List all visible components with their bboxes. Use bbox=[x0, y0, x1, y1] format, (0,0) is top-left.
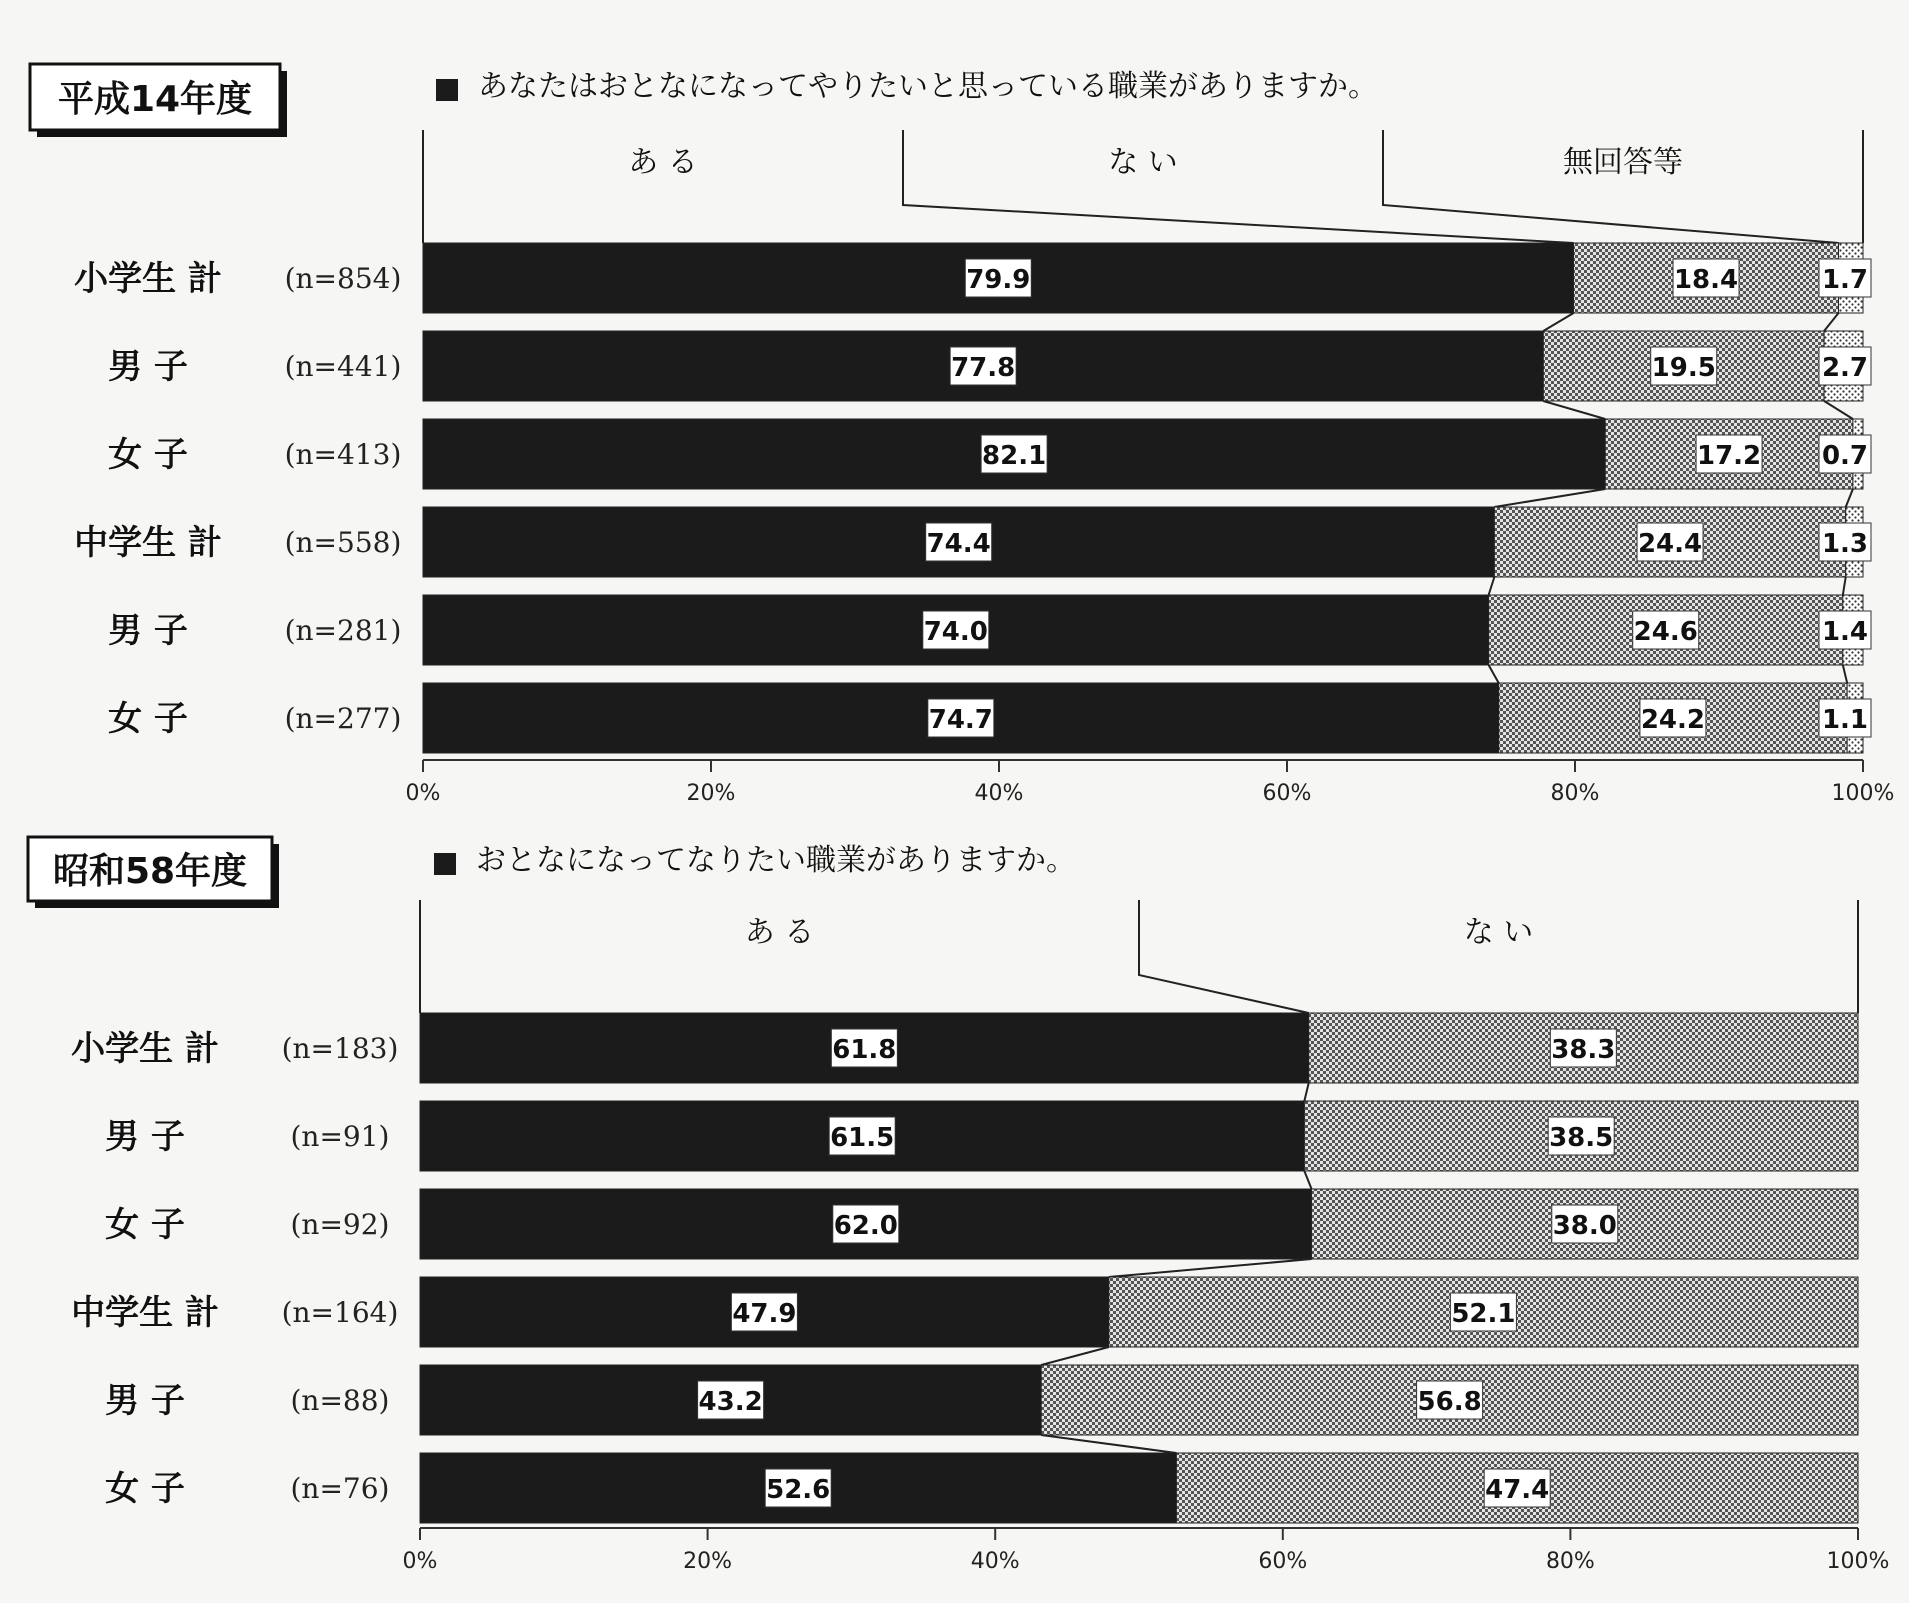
title-square-icon bbox=[434, 853, 456, 875]
bracket-connector bbox=[1139, 900, 1309, 1013]
bar-connector-line bbox=[1109, 1259, 1312, 1277]
bar-connector-line bbox=[1543, 401, 1605, 419]
sample-size-label: (n=164) bbox=[281, 1296, 399, 1329]
legend-label-series-2: な い bbox=[1463, 915, 1534, 950]
data-label: 24.2 bbox=[1640, 705, 1705, 735]
category-label: 男 子 bbox=[105, 1117, 185, 1157]
data-label: 47.9 bbox=[732, 1299, 797, 1329]
data-label: 38.5 bbox=[1549, 1123, 1614, 1153]
x-tick-label: 100% bbox=[1831, 781, 1895, 806]
chart-panel-2 bbox=[28, 837, 1889, 1574]
sample-size-label: (n=76) bbox=[290, 1472, 390, 1505]
legend-label-series-2: な い bbox=[1108, 145, 1178, 180]
bar-connector-line bbox=[1846, 489, 1853, 507]
data-label: 19.5 bbox=[1651, 353, 1716, 383]
data-label: 74.0 bbox=[923, 617, 988, 647]
bar-connector-line bbox=[1843, 577, 1846, 595]
data-label: 61.5 bbox=[830, 1123, 895, 1153]
legend-label-series-3: 無回答等 bbox=[1563, 145, 1683, 180]
x-tick-label: 80% bbox=[1545, 1549, 1595, 1574]
data-label: 74.7 bbox=[928, 705, 993, 735]
x-tick-label: 40% bbox=[970, 1549, 1020, 1574]
year-label: 昭和58年度 bbox=[52, 851, 248, 892]
data-label: 17.2 bbox=[1697, 441, 1762, 471]
data-label: 24.4 bbox=[1637, 529, 1703, 559]
data-label: 0.7 bbox=[1821, 441, 1869, 471]
bracket-connector bbox=[903, 130, 1574, 243]
data-label: 56.8 bbox=[1417, 1387, 1482, 1417]
category-label: 小学生 計 bbox=[74, 259, 222, 299]
category-label: 女 子 bbox=[108, 699, 188, 739]
bar-connector-line bbox=[1489, 665, 1499, 683]
bar-connector-line bbox=[1824, 401, 1853, 419]
legend-label-series-1: あ る bbox=[628, 145, 698, 180]
bar-connector-line bbox=[1843, 665, 1847, 683]
data-label: 18.4 bbox=[1673, 265, 1739, 295]
data-label: 1.4 bbox=[1821, 617, 1869, 647]
x-tick-label: 80% bbox=[1550, 781, 1600, 806]
bar-connector-line bbox=[1489, 577, 1495, 595]
sample-size-label: (n=441) bbox=[284, 350, 402, 383]
x-tick-label: 20% bbox=[683, 1549, 733, 1574]
x-tick-label: 40% bbox=[974, 781, 1024, 806]
sample-size-label: (n=558) bbox=[284, 526, 402, 559]
sample-size-label: (n=281) bbox=[284, 614, 402, 647]
category-label: 男 子 bbox=[105, 1381, 185, 1421]
sample-size-label: (n=92) bbox=[290, 1208, 390, 1241]
chart-panel-1 bbox=[30, 64, 1894, 806]
data-label: 62.0 bbox=[833, 1211, 898, 1241]
bar-connector-line bbox=[1041, 1435, 1176, 1453]
sample-size-label: (n=277) bbox=[284, 702, 402, 735]
category-label: 女 子 bbox=[105, 1205, 185, 1245]
data-label: 1.1 bbox=[1821, 705, 1869, 735]
x-tick-label: 60% bbox=[1262, 781, 1312, 806]
data-label: 43.2 bbox=[698, 1387, 763, 1417]
bar-connector-line bbox=[1824, 313, 1838, 331]
category-label: 中学生 計 bbox=[71, 1293, 219, 1333]
x-tick-label: 60% bbox=[1258, 1549, 1308, 1574]
data-label: 1.7 bbox=[1821, 265, 1869, 295]
sample-size-label: (n=413) bbox=[284, 438, 402, 471]
x-tick-label: 0% bbox=[402, 1549, 438, 1574]
data-label: 38.3 bbox=[1551, 1035, 1616, 1065]
bar-connector-line bbox=[1304, 1171, 1311, 1189]
bar-connector-line bbox=[1304, 1083, 1308, 1101]
category-label: 女 子 bbox=[108, 435, 188, 475]
title-square-icon bbox=[436, 79, 458, 101]
x-tick-label: 20% bbox=[686, 781, 736, 806]
data-label: 2.7 bbox=[1821, 353, 1869, 383]
category-label: 小学生 計 bbox=[71, 1029, 219, 1069]
year-label: 平成14年度 bbox=[57, 79, 253, 120]
sample-size-label: (n=854) bbox=[284, 262, 402, 295]
x-tick-label: 100% bbox=[1826, 1549, 1890, 1574]
category-label: 中学生 計 bbox=[74, 523, 222, 563]
data-label: 74.4 bbox=[926, 529, 991, 559]
data-label: 61.8 bbox=[832, 1035, 897, 1065]
x-tick-label: 0% bbox=[405, 781, 441, 806]
data-label: 47.4 bbox=[1485, 1475, 1550, 1505]
sample-size-label: (n=91) bbox=[290, 1120, 390, 1153]
sample-size-label: (n=88) bbox=[290, 1384, 390, 1417]
data-label: 79.9 bbox=[966, 265, 1031, 295]
chart-title: あなたはおとなになってやりたいと思っている職業がありますか。 bbox=[478, 69, 1378, 104]
bar-connector-line bbox=[1494, 489, 1605, 507]
data-label: 24.6 bbox=[1633, 617, 1698, 647]
data-label: 38.0 bbox=[1552, 1211, 1617, 1241]
category-label: 女 子 bbox=[105, 1469, 185, 1509]
data-label: 1.3 bbox=[1821, 529, 1869, 559]
bar-connector-line bbox=[1543, 313, 1573, 331]
category-label: 男 子 bbox=[108, 611, 188, 651]
data-label: 77.8 bbox=[951, 353, 1016, 383]
data-label: 82.1 bbox=[982, 441, 1047, 471]
data-label: 52.6 bbox=[766, 1475, 831, 1505]
chart-title: おとなになってなりたい職業がありますか。 bbox=[476, 843, 1076, 878]
sample-size-label: (n=183) bbox=[281, 1032, 399, 1065]
data-label: 52.1 bbox=[1451, 1299, 1516, 1329]
legend-label-series-1: あ る bbox=[744, 915, 815, 950]
category-label: 男 子 bbox=[108, 347, 188, 387]
bar-connector-line bbox=[1041, 1347, 1109, 1365]
